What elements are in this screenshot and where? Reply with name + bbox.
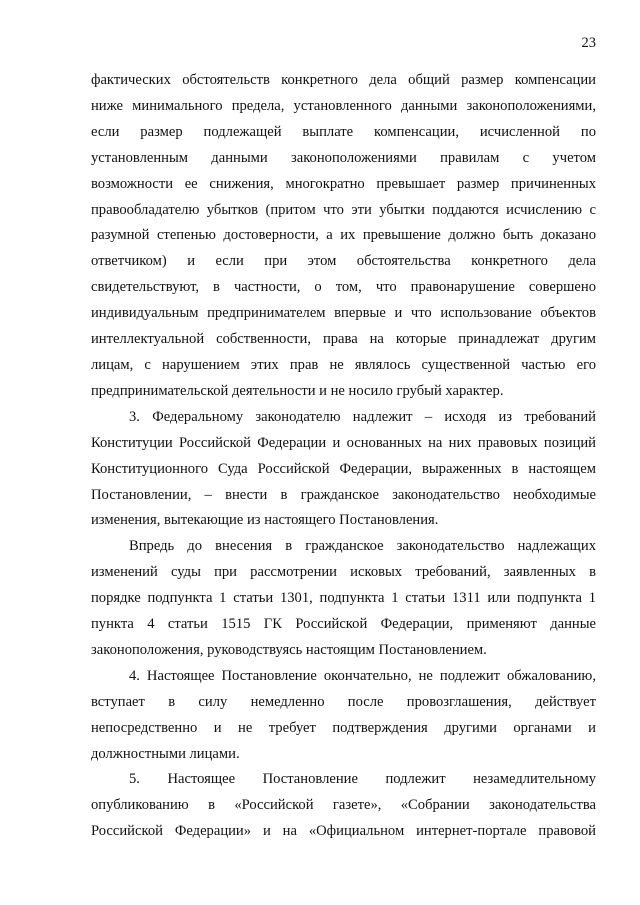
paragraph-line: Впредь до внесения в гражданское законодательство надлежащих: [129, 538, 596, 555]
paragraph-line: порядке подпункта 1 статьи 1301, подпункта 1 статьи 1311 или подпункта 1: [91, 590, 596, 607]
paragraph-line: возможности ее снижения, многократно превышает размер причиненных: [91, 175, 596, 192]
paragraph-line: 4. Настоящее Постановление окончательно, не подлежит обжалованию,: [129, 667, 596, 684]
paragraph-line: 3. Федеральному законодателю надлежит – исходя из требований: [129, 408, 596, 425]
paragraph-line: изменений суды при рассмотрении исковых требований, заявленных в: [91, 564, 596, 581]
paragraph-line: правообладателю убытков (притом что эти убытки поддаются исчислению с: [91, 201, 596, 218]
paragraph-line: предпринимательской деятельности и не носило грубый характер.: [91, 382, 504, 399]
paragraph-line: свидетельствуют, в частности, о том, что правонарушение совершено: [91, 279, 596, 296]
paragraph-line: пункта 4 статьи 1515 ГК Российской Федерации, применяют данные: [91, 616, 596, 633]
paragraph-line: индивидуальным предпринимателем впервые и что использование объектов: [91, 305, 596, 322]
paragraph-line: разумной степенью достоверности, а их превышение должно быть доказано: [91, 227, 596, 244]
paragraph-line: если размер подлежащей выплате компенсации, исчисленной по: [91, 123, 596, 140]
paragraph-line: лицам, с нарушением этих прав не являлось существенной частью его: [91, 356, 596, 373]
paragraph-line: изменения, вытекающие из настоящего Постановления.: [91, 512, 439, 529]
paragraph-line: вступает в силу немедленно после провозглашения, действует: [91, 693, 596, 710]
paragraph-line: опубликованию в «Российской газете», «Собрании законодательства: [91, 797, 596, 814]
paragraph-line: Российской Федерации» и на «Официальном интернет-портале правовой: [91, 823, 596, 840]
document-body: [91, 68, 596, 845]
paragraph-line: законоположения, руководствуясь настоящим Постановлением.: [91, 641, 487, 658]
paragraph-line: фактических обстоятельств конкретного дела общий размер компенсации: [91, 72, 596, 88]
paragraph-line: непосредственно и не требует подтверждения другими органами и: [91, 719, 596, 736]
paragraph-line: ниже минимального предела, установленного данными законоположениями,: [91, 97, 596, 114]
paragraph-line: установленным данными законоположениями правилам с учетом: [91, 149, 596, 166]
paragraph-line: должностными лицами.: [91, 745, 240, 762]
paragraph-line: 5. Настоящее Постановление подлежит незамедлительному: [129, 771, 596, 788]
paragraph-line: ответчиком) и если при этом обстоятельства конкретного дела: [91, 253, 596, 270]
paragraph-line: интеллектуальной собственности, права на которые принадлежат другим: [91, 331, 596, 348]
page-number: 23: [581, 35, 596, 51]
paragraph-line: Конституции Российской Федерации и основанных на них правовых позиций: [91, 434, 596, 451]
paragraph-line: Конституционного Суда Российской Федерации, выраженных в настоящем: [91, 460, 596, 477]
paragraph-line: Постановлении, – внести в гражданское законодательство необходимые: [91, 486, 596, 503]
